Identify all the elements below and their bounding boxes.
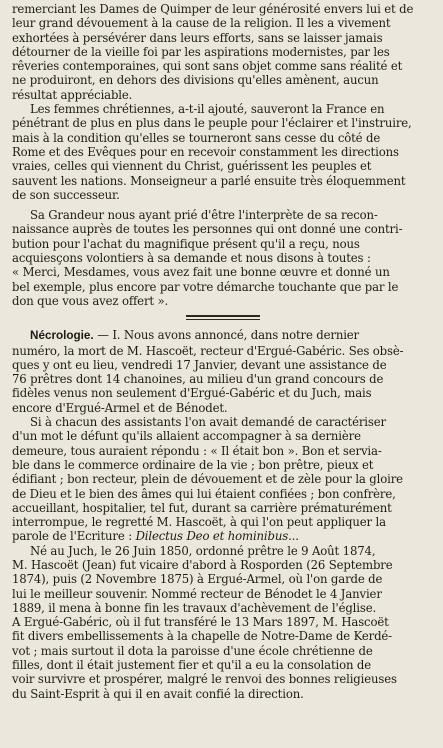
text-line: Si à chacun des assistants l'on avait demandé de caractériser <box>30 415 386 430</box>
text-line: vraies, celles qui viennent du Christ, guérissent les peuples et <box>12 159 372 174</box>
text-line: demeure, tous auraient répondu : « Il était bon ». Bon et servia- <box>12 443 382 458</box>
text-line: naissance auprès de toutes les personnes qui ont donné une contri- <box>12 222 403 237</box>
paragraph-christian-women <box>12 102 433 202</box>
text-line: numéro, la mort de M. Hascoët, recteur d'Ergué-Gabéric. Ses obsè- <box>12 343 404 358</box>
text-line: ques y ont eu lieu, vendredi 17 Janvier, devant une assistance de <box>12 357 387 372</box>
text-line: détourner de la vieille foi par les aspirations modernistes, par les <box>12 44 390 59</box>
text-line: édifiant ; bon recteur, plein de dévouement et de zèle pour la gloire <box>12 472 403 487</box>
text-line: exhortées à persévérer dans leurs efforts, sans se laisser jamais <box>12 30 383 45</box>
double-rule <box>186 315 260 320</box>
paragraph-necrology-tribute <box>12 415 433 544</box>
text-line: 1889, il mena à bonne fin les travaux d'achèvement de l'église. <box>12 600 377 615</box>
text-line: sauvent les nations. Monseigneur a parlé ensuite très éloquemment <box>12 173 406 188</box>
necrology-heading: Nécrologie. <box>30 329 94 343</box>
paragraph-necrology-intro <box>12 328 433 415</box>
text-line: A Ergué-Gabéric, où il fut transféré le 13 Mars 1897, M. Hascoët <box>12 615 389 630</box>
text-line: du Saint-Esprit à qui il en avait confié la direction. <box>12 686 304 701</box>
paragraph-necrology-biography <box>12 544 433 701</box>
text-line <box>12 328 433 343</box>
text-line: fit divers embellissements à la chapelle de Notre-Dame de Kerdé- <box>12 629 392 644</box>
text-line: bel exemple, plus encore par votre démarche touchante que par le <box>12 279 399 294</box>
section-divider <box>12 308 433 328</box>
text-fragment: — I. Nous avons annoncé, dans notre dernier <box>97 328 359 343</box>
text-line: de Dieu et le bien des âmes qui lui étaient confiées ; bon confrère, <box>12 486 396 501</box>
text-line: Sa Grandeur nous ayant prié d'être l'interprète de sa recon- <box>30 208 378 223</box>
text-line: ble dans le commerce ordinaire de la vie ; bon prêtre, pieux et <box>12 457 374 472</box>
text-line: lui le meilleur souvenir. Nommé recteur de Bénodet le 4 Janvier <box>12 586 382 601</box>
text-line: acquiesçons volontiers à sa demande et nous disons à toutes : <box>12 251 371 266</box>
text-line: de son successeur. <box>12 187 120 202</box>
text-line: fidèles venus non seulement d'Ergué-Gabéric et du Juch, mais <box>12 386 372 401</box>
paragraph-gratitude <box>12 208 433 308</box>
text-line: 76 prêtres dont 14 chanoines, au milieu d'un grand concours de <box>12 372 384 387</box>
latin-quote: Dilectus Deo et hominibus... <box>135 529 299 544</box>
text-line: 1874), puis (2 Novembre 1875) à Ergué-Armel, où l'on garde de <box>12 572 383 587</box>
text-line: d'un mot le défunt qu'ils allaient accompagner à sa dernière <box>12 429 361 444</box>
text-line: Né au Juch, le 26 Juin 1850, ordonné prêtre le 9 Août 1874, <box>30 543 376 558</box>
text-line <box>12 529 433 543</box>
text-line: interrompue, le regretté M. Hascoët, à qui l'on peut appliquer la <box>12 515 386 530</box>
text-line: voir survivre et prospérer, malgré le renvoi des bonnes religieuses <box>12 672 397 687</box>
text-line: pénétrant de plus en plus dans le peuple pour l'éclairer et l'instruire, <box>12 116 412 131</box>
text-line: mais à la condition qu'elles se tourneront sans cesse du côté de <box>12 130 381 145</box>
text-line: Les femmes chrétiennes, a-t-il ajouté, sauveront la France en <box>30 102 385 117</box>
text-line: M. Hascoët (Jean) fut vicaire d'abord à Rosporden (26 Septembre <box>12 557 393 572</box>
text-line: don que vous avez offert ». <box>12 293 169 308</box>
text-line: leur grand dévouement à la cause de la religion. Il les a vivement <box>12 16 391 31</box>
text-line: remerciant les Dames de Quimper de leur générosité envers lui et de <box>12 2 414 16</box>
text-line: vot ; mais surtout il dota la paroisse d'une école chrétienne de <box>12 643 373 658</box>
text-line: ne produiront, en dehors des divisions qu'elles amènent, aucun <box>12 73 379 88</box>
text-line: accueillant, hospitalier, tel fut, durant sa carrière prématurément <box>12 500 392 515</box>
text-line: résultat appréciable. <box>12 87 133 102</box>
text-line: bution pour l'achat du magnifique présent qu'il a reçu, nous <box>12 236 360 251</box>
text-line: rêveries contemporaines, qui sont sans objet comme sans réalité et <box>12 59 403 74</box>
text-line: encore d'Ergué-Armel et de Bénodet. <box>12 400 228 415</box>
paragraph-thanks <box>12 2 433 102</box>
text-fragment: parole de l'Ecriture : <box>12 529 136 544</box>
text-line: « Merci, Mesdames, vous avez fait une bonne œuvre et donné un <box>12 265 390 280</box>
text-line: filles, dont il était justement fier et qu'il a eu la consolation de <box>12 658 372 673</box>
text-line: Rome et des Evêques pour en recevoir constamment les directions <box>12 144 399 159</box>
